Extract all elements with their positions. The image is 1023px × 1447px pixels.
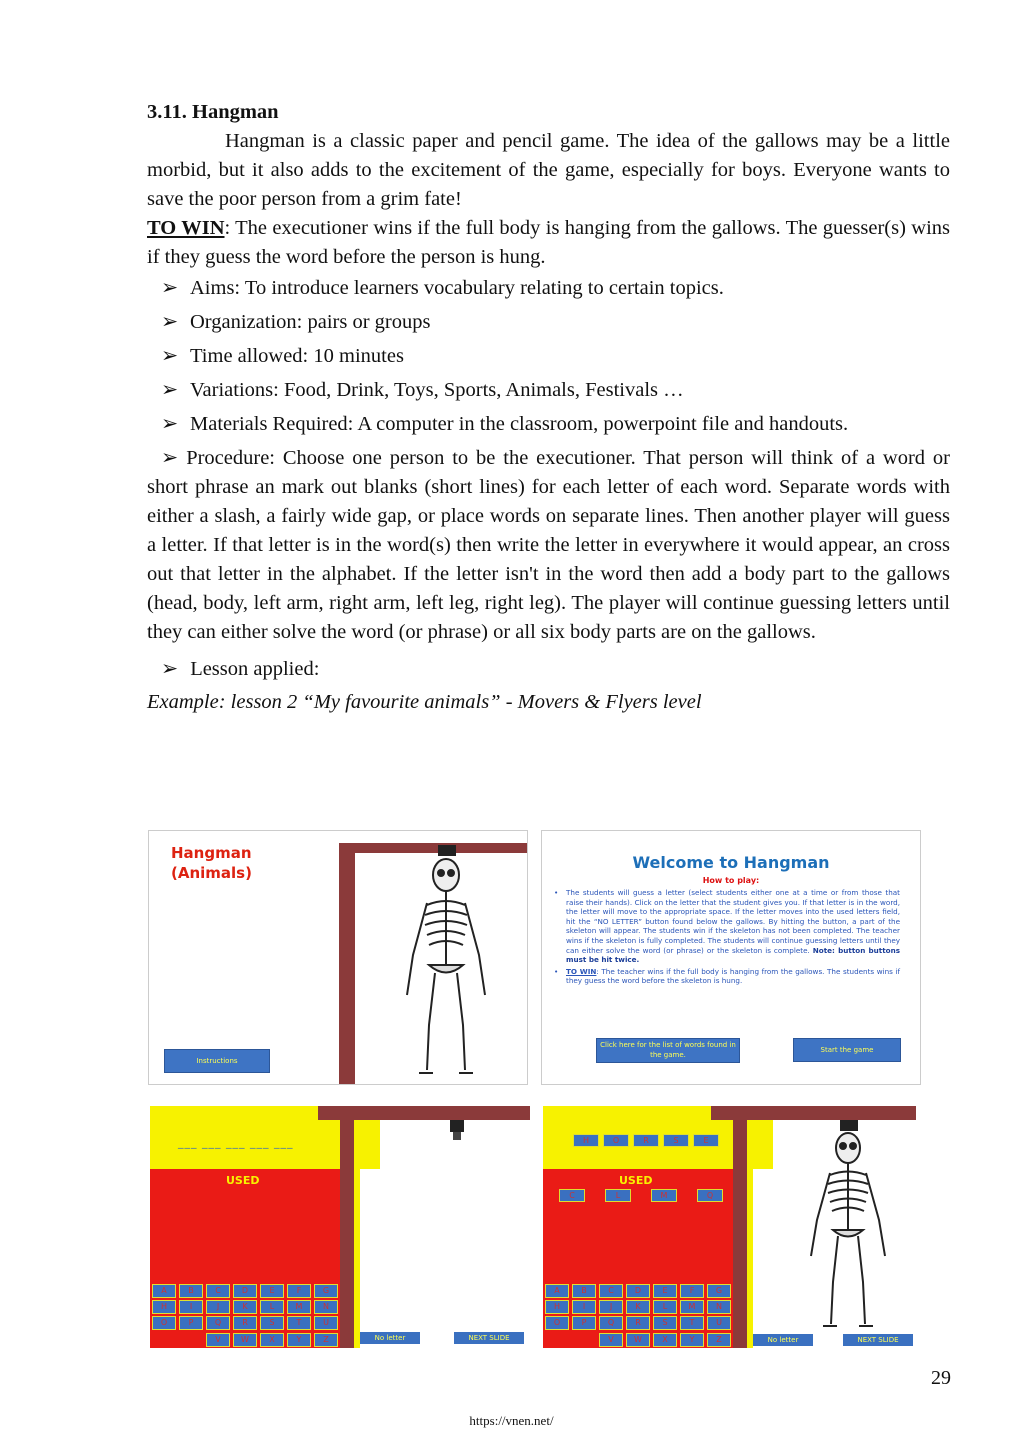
letter-key[interactable]: T	[287, 1316, 311, 1330]
letter-key[interactable]: B	[179, 1284, 203, 1298]
letter-key[interactable]: I	[572, 1300, 596, 1314]
welcome-title: Welcome to Hangman	[632, 853, 830, 872]
page-number: 29	[931, 1367, 951, 1389]
letter-key[interactable]: E	[260, 1284, 284, 1298]
letter-key[interactable]: H	[152, 1300, 176, 1314]
no-letter-button[interactable]: No letter	[753, 1334, 813, 1346]
used-label: USED	[226, 1174, 260, 1187]
slide-game-empty	[150, 1106, 530, 1348]
arrow-bullet-icon: ➢	[161, 277, 179, 299]
list-item: ➢ Materials Required: A computer in the classroom, powerpoint file and handouts.	[147, 410, 950, 439]
letter-key[interactable]: Z	[314, 1333, 338, 1347]
letter-key[interactable]: Q	[206, 1316, 230, 1330]
slide-instructions	[541, 830, 921, 1085]
list-item: ➢ Variations: Food, Drink, Toys, Sports, Animals, Festivals …	[147, 376, 950, 405]
word-letter: S	[663, 1134, 689, 1147]
letter-key[interactable]: O	[152, 1316, 176, 1330]
example-caption: Example: lesson 2 “My favourite animals” - Movers & Flyers level	[147, 691, 702, 713]
letter-key[interactable]: S	[260, 1316, 284, 1330]
letter-key[interactable]: K	[233, 1300, 257, 1314]
how-to-play: How to play:	[702, 876, 760, 885]
to-win-paragraph	[147, 214, 950, 272]
letter-key[interactable]: B	[572, 1284, 596, 1298]
used-label: USED	[619, 1174, 653, 1187]
letter-key[interactable]: Y	[287, 1333, 311, 1347]
document-body	[147, 98, 950, 717]
gallows-post	[733, 1120, 747, 1348]
word-letter: E	[693, 1134, 719, 1147]
letter-keyboard	[545, 1284, 731, 1330]
gallows-beam	[318, 1106, 530, 1120]
letter-key[interactable]: P	[572, 1316, 596, 1330]
letter-key[interactable]: L	[260, 1300, 284, 1314]
letter-key[interactable]: J	[206, 1300, 230, 1314]
letter-key[interactable]: W	[233, 1333, 257, 1347]
no-letter-button[interactable]: No letter	[360, 1332, 420, 1344]
letter-key[interactable]: A	[545, 1284, 569, 1298]
letter-key[interactable]: Q	[599, 1316, 623, 1330]
letter-key[interactable]: Y	[680, 1333, 704, 1347]
list-item: ➢ Time allowed: 10 minutes	[147, 342, 950, 371]
letter-key[interactable]: T	[680, 1316, 704, 1330]
word-blanks: ___ ___ ___ ___ ___	[178, 1136, 294, 1149]
skeleton-icon	[389, 845, 499, 1081]
used-letter: M	[651, 1189, 677, 1202]
gallows-post	[339, 843, 355, 1084]
letter-key[interactable]: D	[626, 1284, 650, 1298]
instructions-button[interactable]: Instructions	[164, 1049, 270, 1073]
next-slide-button[interactable]: NEXT SLIDE	[454, 1332, 524, 1344]
letter-key[interactable]: U	[314, 1316, 338, 1330]
intro-paragraph: Hangman is a classic paper and pencil game. The idea of the gallows may be a little morbid, but it also adds to the excitement of the game, especially for boys. Everyone wants to save the poor person from a grim fate!	[147, 130, 950, 210]
letter-key[interactable]: R	[233, 1316, 257, 1330]
arrow-bullet-icon: ➢	[161, 413, 179, 435]
gallows-beam	[711, 1106, 916, 1120]
letter-key[interactable]: C	[206, 1284, 230, 1298]
letter-key[interactable]: L	[653, 1300, 677, 1314]
letter-key[interactable]: W	[626, 1333, 650, 1347]
slide-title	[148, 830, 528, 1085]
gallows-post	[340, 1120, 354, 1348]
letter-key[interactable]: U	[707, 1316, 731, 1330]
list-item: • TO WIN: The teacher wins if the full body is hanging from the gallows. The students wins if they guess the word before the skeleton is hung.	[554, 966, 900, 986]
letter-keyboard	[152, 1284, 338, 1330]
list-item: • The students will guess a letter (select students either one at a time or from those that raise their hands). Click on the letter that the student gives you. If that letter is in the word, the letter will move to the appropriate space. If the letter moves into the used letters field, hit the “NO LETTER” button found below the gallows. By hitting the button, a part of the skeleton will appear. The students win if the skeleton has not been completed. The teacher wins if the skeleton is fully completed. The students will continue guessing letters until they can either solve the word (or phrase) or the skeleton is complete. Note: button buttons must be hit twice.	[554, 888, 900, 965]
letter-key[interactable]: K	[626, 1300, 650, 1314]
slide-title-text: Hangman (Animals)	[171, 844, 252, 882]
letter-key[interactable]: C	[599, 1284, 623, 1298]
letter-key[interactable]: G	[707, 1284, 731, 1298]
word-letter: H	[573, 1134, 599, 1147]
letter-key[interactable]: M	[287, 1300, 311, 1314]
letter-key[interactable]: D	[233, 1284, 257, 1298]
to-win-label: TO WIN	[147, 217, 225, 239]
arrow-bullet-icon: ➢	[161, 311, 179, 333]
letter-key[interactable]: A	[152, 1284, 176, 1298]
letter-key[interactable]: E	[653, 1284, 677, 1298]
letter-key[interactable]: N	[314, 1300, 338, 1314]
arrow-bullet-icon: ➢	[161, 658, 179, 680]
start-game-button[interactable]: Start the game	[793, 1038, 901, 1062]
letter-key[interactable]: P	[179, 1316, 203, 1330]
letter-key[interactable]: X	[653, 1333, 677, 1347]
used-letter: L	[605, 1189, 631, 1202]
arrow-bullet-icon: ➢	[161, 447, 179, 469]
list-item: ➢ Aims: To introduce learners vocabulary relating to certain topics.	[147, 274, 950, 303]
word-letter: O	[603, 1134, 629, 1147]
to-win-text: : The executioner wins if the full body is hanging from the gallows. The guesser(s) wins if they guess the word before the person is hung.	[147, 217, 950, 268]
arrow-bullet-icon: ➢	[161, 345, 179, 367]
used-letter: Q	[697, 1189, 723, 1202]
letter-key[interactable]: F	[680, 1284, 704, 1298]
section-heading: 3.11. Hangman	[147, 101, 279, 123]
letter-key[interactable]: V	[599, 1333, 623, 1347]
letter-key[interactable]: X	[260, 1333, 284, 1347]
letter-key[interactable]: I	[179, 1300, 203, 1314]
letter-key[interactable]: V	[206, 1333, 230, 1347]
letter-key[interactable]: H	[545, 1300, 569, 1314]
used-letter: C	[559, 1189, 585, 1202]
procedure-paragraph: ➢ Procedure: Choose one person to be the executioner. That person will think of a word or short phrase an mark out blanks (short lines) for each letter of each word. Separate words with either a slash, a fairly wide gap, or place words on separate lines. Then another player will guess a letter. If that letter is in the word(s) then write the letter in everywhere it would appear, an cross out that letter in the alphabet. If the letter isn't in the word then add a body part to the gallows (head, body, left arm, right arm, left leg, right leg). The player will continue guessing letters until they can either solve the word (or phrase) or all six body parts are on the gallows.	[147, 447, 950, 643]
letter-key[interactable]: R	[626, 1316, 650, 1330]
slide-game-progress	[543, 1106, 916, 1348]
letter-key[interactable]: Z	[707, 1333, 731, 1347]
lesson-applied: ➢ Lesson applied:	[161, 658, 320, 680]
letter-key[interactable]: G	[314, 1284, 338, 1298]
skeleton-icon	[793, 1120, 903, 1332]
letter-key[interactable]: O	[545, 1316, 569, 1330]
word-list-button[interactable]: Click here for the list of words found in the game.	[596, 1038, 740, 1063]
letter-key[interactable]: J	[599, 1300, 623, 1314]
list-item: ➢ Organization: pairs or groups	[147, 308, 950, 337]
noose-icon	[448, 1120, 468, 1142]
next-slide-button[interactable]: NEXT SLIDE	[843, 1334, 913, 1346]
letter-key[interactable]: M	[680, 1300, 704, 1314]
bullet-list	[147, 274, 950, 439]
letter-key[interactable]: F	[287, 1284, 311, 1298]
letter-key[interactable]: S	[653, 1316, 677, 1330]
arrow-bullet-icon: ➢	[161, 379, 179, 401]
letter-key[interactable]: N	[707, 1300, 731, 1314]
footer-url: https://vnen.net/	[469, 1413, 554, 1428]
rules-list	[554, 888, 900, 988]
word-letter: R	[633, 1134, 659, 1147]
